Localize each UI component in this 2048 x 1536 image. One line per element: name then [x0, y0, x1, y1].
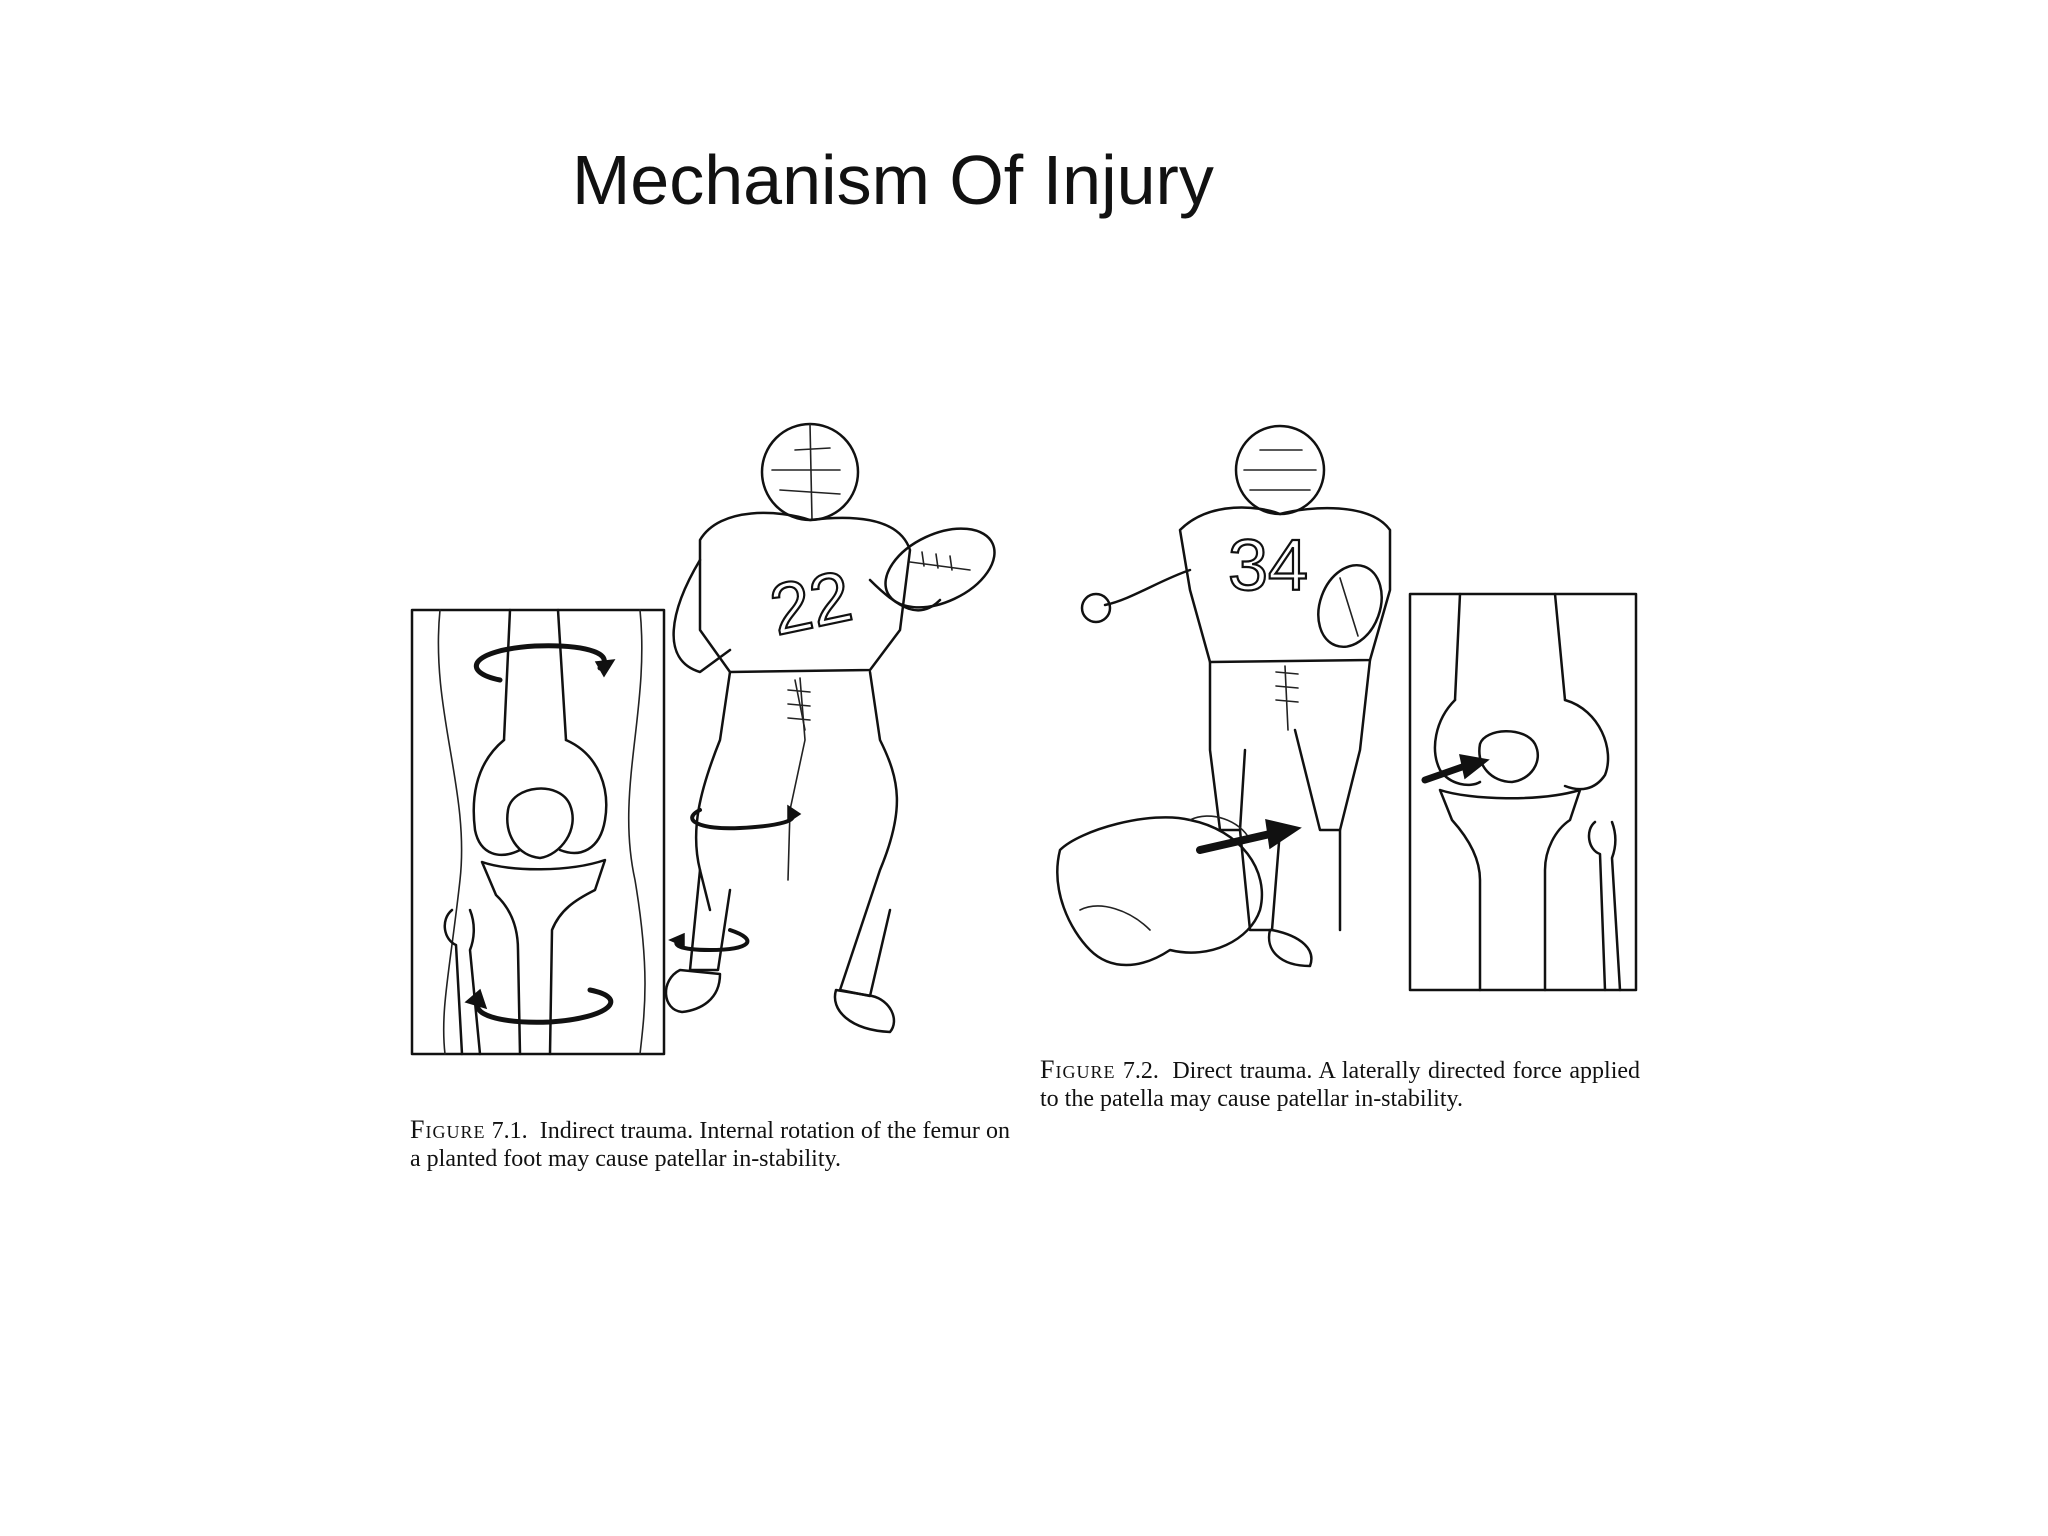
slide-title: Mechanism Of Injury [572, 141, 1214, 219]
figure-7-1-illustration [400, 410, 1020, 1070]
figure-number: 7.2. [1122, 1058, 1159, 1084]
figure-7-1-svg [400, 410, 1020, 1070]
knee-inset-patella-force [1410, 594, 1636, 990]
curved-rotation-arrow-icon [670, 930, 747, 950]
curved-rotation-arrow-icon [476, 646, 614, 680]
figure-number: 7.1. [491, 1118, 528, 1144]
figure-label: Figure [1040, 1055, 1116, 1084]
figure-7-1-caption [410, 1116, 1010, 1173]
curved-rotation-arrow-icon [692, 806, 800, 828]
force-arrow-icon [1200, 820, 1300, 850]
football-player-illustration [666, 424, 1007, 1032]
force-arrow-icon [1425, 755, 1488, 780]
knee-inset-rotation [412, 610, 664, 1054]
curved-rotation-arrow-icon [466, 990, 611, 1022]
figure-caption-text: Direct trauma. A laterally directed force applied to the patella may cause patellar in-stability. [1040, 1058, 1641, 1112]
figure-label: Figure [410, 1115, 486, 1144]
football-player-illustration [1057, 426, 1392, 966]
figure-7-2-svg [1040, 410, 1650, 1010]
figure-7-2-caption [1040, 1056, 1640, 1113]
jersey-number: 34 [1228, 526, 1309, 606]
jersey-number: 22 [763, 556, 859, 652]
figure-7-2-illustration [1040, 410, 1650, 1010]
figure-caption-text: Indirect trauma. Internal rotation of the femur on a planted foot may cause patellar in-stability. [410, 1118, 1010, 1172]
